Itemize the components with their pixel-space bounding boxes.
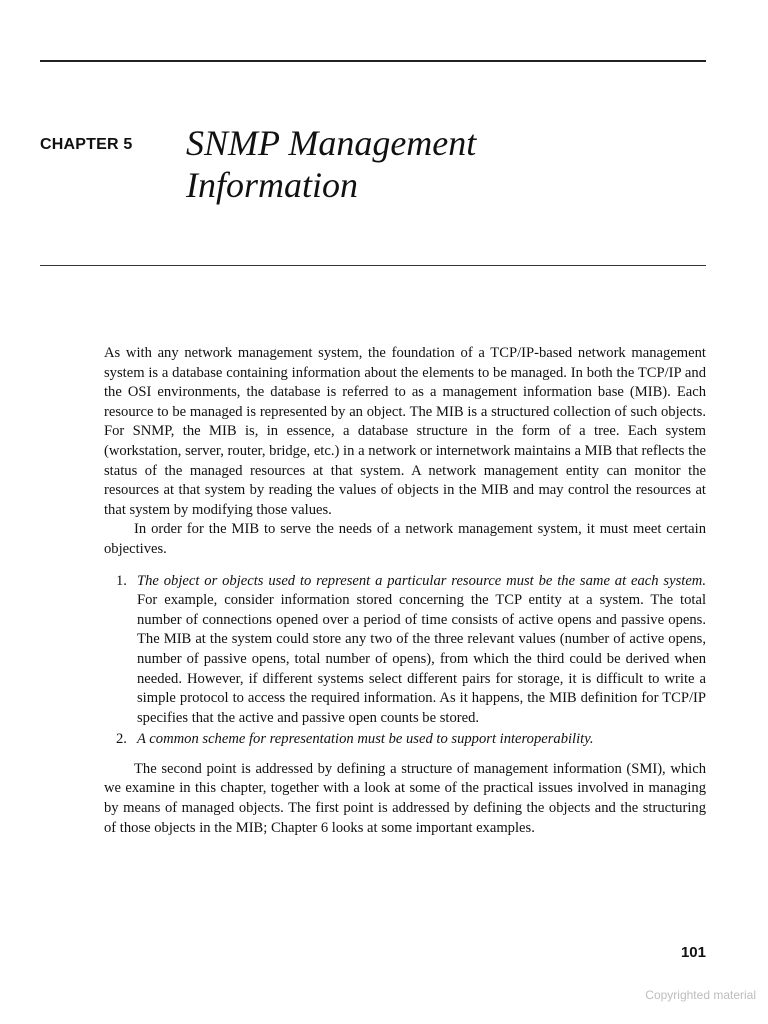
copyright-watermark: Copyrighted material — [645, 988, 756, 1002]
objective-item-1 — [104, 572, 706, 729]
objectives-list — [104, 572, 706, 750]
page-number: 101 — [680, 944, 706, 961]
objective-text: For example, consider information stored concerning the TCP entity at a system. The total number of connections opened over a period of time consists of active opens and passive opens. The MIB at the system could store any two of the three relevant values (number of active opens, number of passive opens, total number of opens), from which the third could be derived when needed. However, if different systems select different pairs for storage, it is difficult to write a simple protocol to access the required information. As it happens, the MIB definition for TCP/IP specifies that the active and passive open counts be stored. — [137, 592, 706, 726]
chapter-title-line-2: Information — [186, 165, 359, 205]
objective-emphasis: A common scheme for representation must be used to support interoperability. — [137, 731, 594, 748]
closing-paragraph: The second point is addressed by defining a structure of management information (SMI), which we examine in this chapter, together with a look at some of the practical issues involved in managing by means of managed objects. The first point is addressed by defining the objects and the structuring of those objects in the MIB; Chapter 6 looks at some important examples. — [104, 760, 706, 836]
objectives-paragraph: In order for the MIB to serve the needs of a network management system, it must meet certain objectives. — [104, 521, 706, 557]
title-rule — [40, 265, 706, 266]
objective-emphasis: The object or objects used to represent a particular resource must be the same at each system. — [137, 572, 706, 589]
objective-item-2 — [104, 730, 706, 750]
chapter-title-line-1: SNMP Management — [186, 123, 477, 163]
chapter-title — [186, 122, 666, 206]
objective-number: 1. — [116, 572, 127, 589]
chapter-label: CHAPTER 5 — [40, 136, 133, 153]
objective-number: 2. — [116, 731, 127, 748]
intro-paragraph: As with any network management system, the foundation of a TCP/IP-based network management system is a database containing information about the elements to be managed. In both the TCP/IP and the OSI environments, the database is referred to as a management information base (MIB). Each resource to be managed is represented by an object. The MIB is a structured collection of such objects. For SNMP, the MIB is, in essence, a database structure in the form of a tree. Each system (workstation, server, router, bridge, etc.) in a network or internetwork maintains a MIB that reflects the status of the managed resources at that system. A network management entity can monitor the resources at that system by reading the values of objects in the MIB and may control the resources at that system by modifying those values. — [104, 345, 706, 518]
body-text — [104, 344, 706, 838]
top-rule — [40, 60, 706, 62]
